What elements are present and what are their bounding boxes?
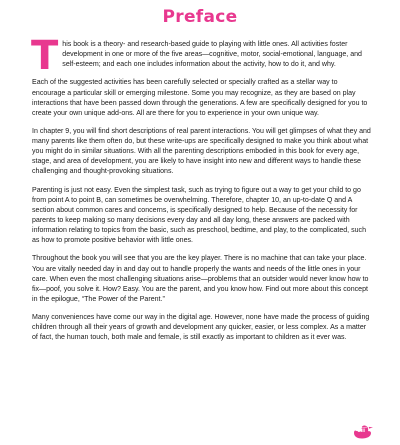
paragraph-4: Parenting is just not easy. Even the simplest task, such as trying to figure out a way to get your child to go from point A to point B, can sometimes be overwhelming. Therefore, chapter 10, an up-to-date Q and A section about common cares and concerns, is specifically designed to help. Because of the necessity for parents to keep making so many decisions every day and all day long, these answers are packed with information relating to topics from the basic, such as preschool, bedtime, and play, to the complicated, such as how to promote positive behavior with little ones.	[32, 186, 366, 245]
paragraph-1	[31, 33, 372, 79]
page-number-badge	[352, 423, 374, 439]
paragraph-1-text: his book is a theory- and research-based guide to playing with little ones. All activities foster development in one or more of the five areas—cognitive, motor, social-emotional, language, and self-esteem; and each one includes information about the activity, how to do it, and why.	[62, 41, 362, 69]
paragraph-5: Throughout the book you will see that you are the key player. There is no machine that can take your place. You are vitally needed day in and day out to handle properly the wants and needs of the little ones in your care. When even the most challenging situations arise—problems that an outsider would never know how to fix—poof, you solve it. How? Easy. You are the parent, and you know how. Find out more about this concept in the epilogue, “The Power of the Parent.”	[32, 255, 369, 303]
paragraph-2: Each of the suggested activities has been carefully selected or specially crafted as a stellar way to encourage a particular skill or emerging milestone. Some you may recognize, as they are based on play interactions that have been passed down through the generations. A few are specifically designed for you to create your own unique add-ons. All are there for you to experience in your own unique way.	[32, 79, 368, 117]
body-text	[31, 33, 372, 352]
drop-cap: T	[31, 33, 59, 79]
page-number: vii	[356, 427, 366, 434]
page-title: Preface	[162, 7, 238, 27]
paragraph-3: In chapter 9, you will find short descriptions of real parent interactions. You will get glimpses of what they and many parents like them often do, but these write-ups are specifically designed to make you think about what you might do in similar situations. With all the parenting descriptions embodied in this book for every age, stage, and area of development, you are likely to have insight into new and different ways to handle these challenging and thought-provoking situations.	[32, 128, 371, 176]
paragraph-6: Many conveniences have come our way in the digital age. However, none have made the process of guiding children through all their years of growth and development any quicker, easier, or less complex. As a matter of fact, the human touch, both male and female, is still exactly as important to children as it ever was.	[32, 314, 370, 342]
